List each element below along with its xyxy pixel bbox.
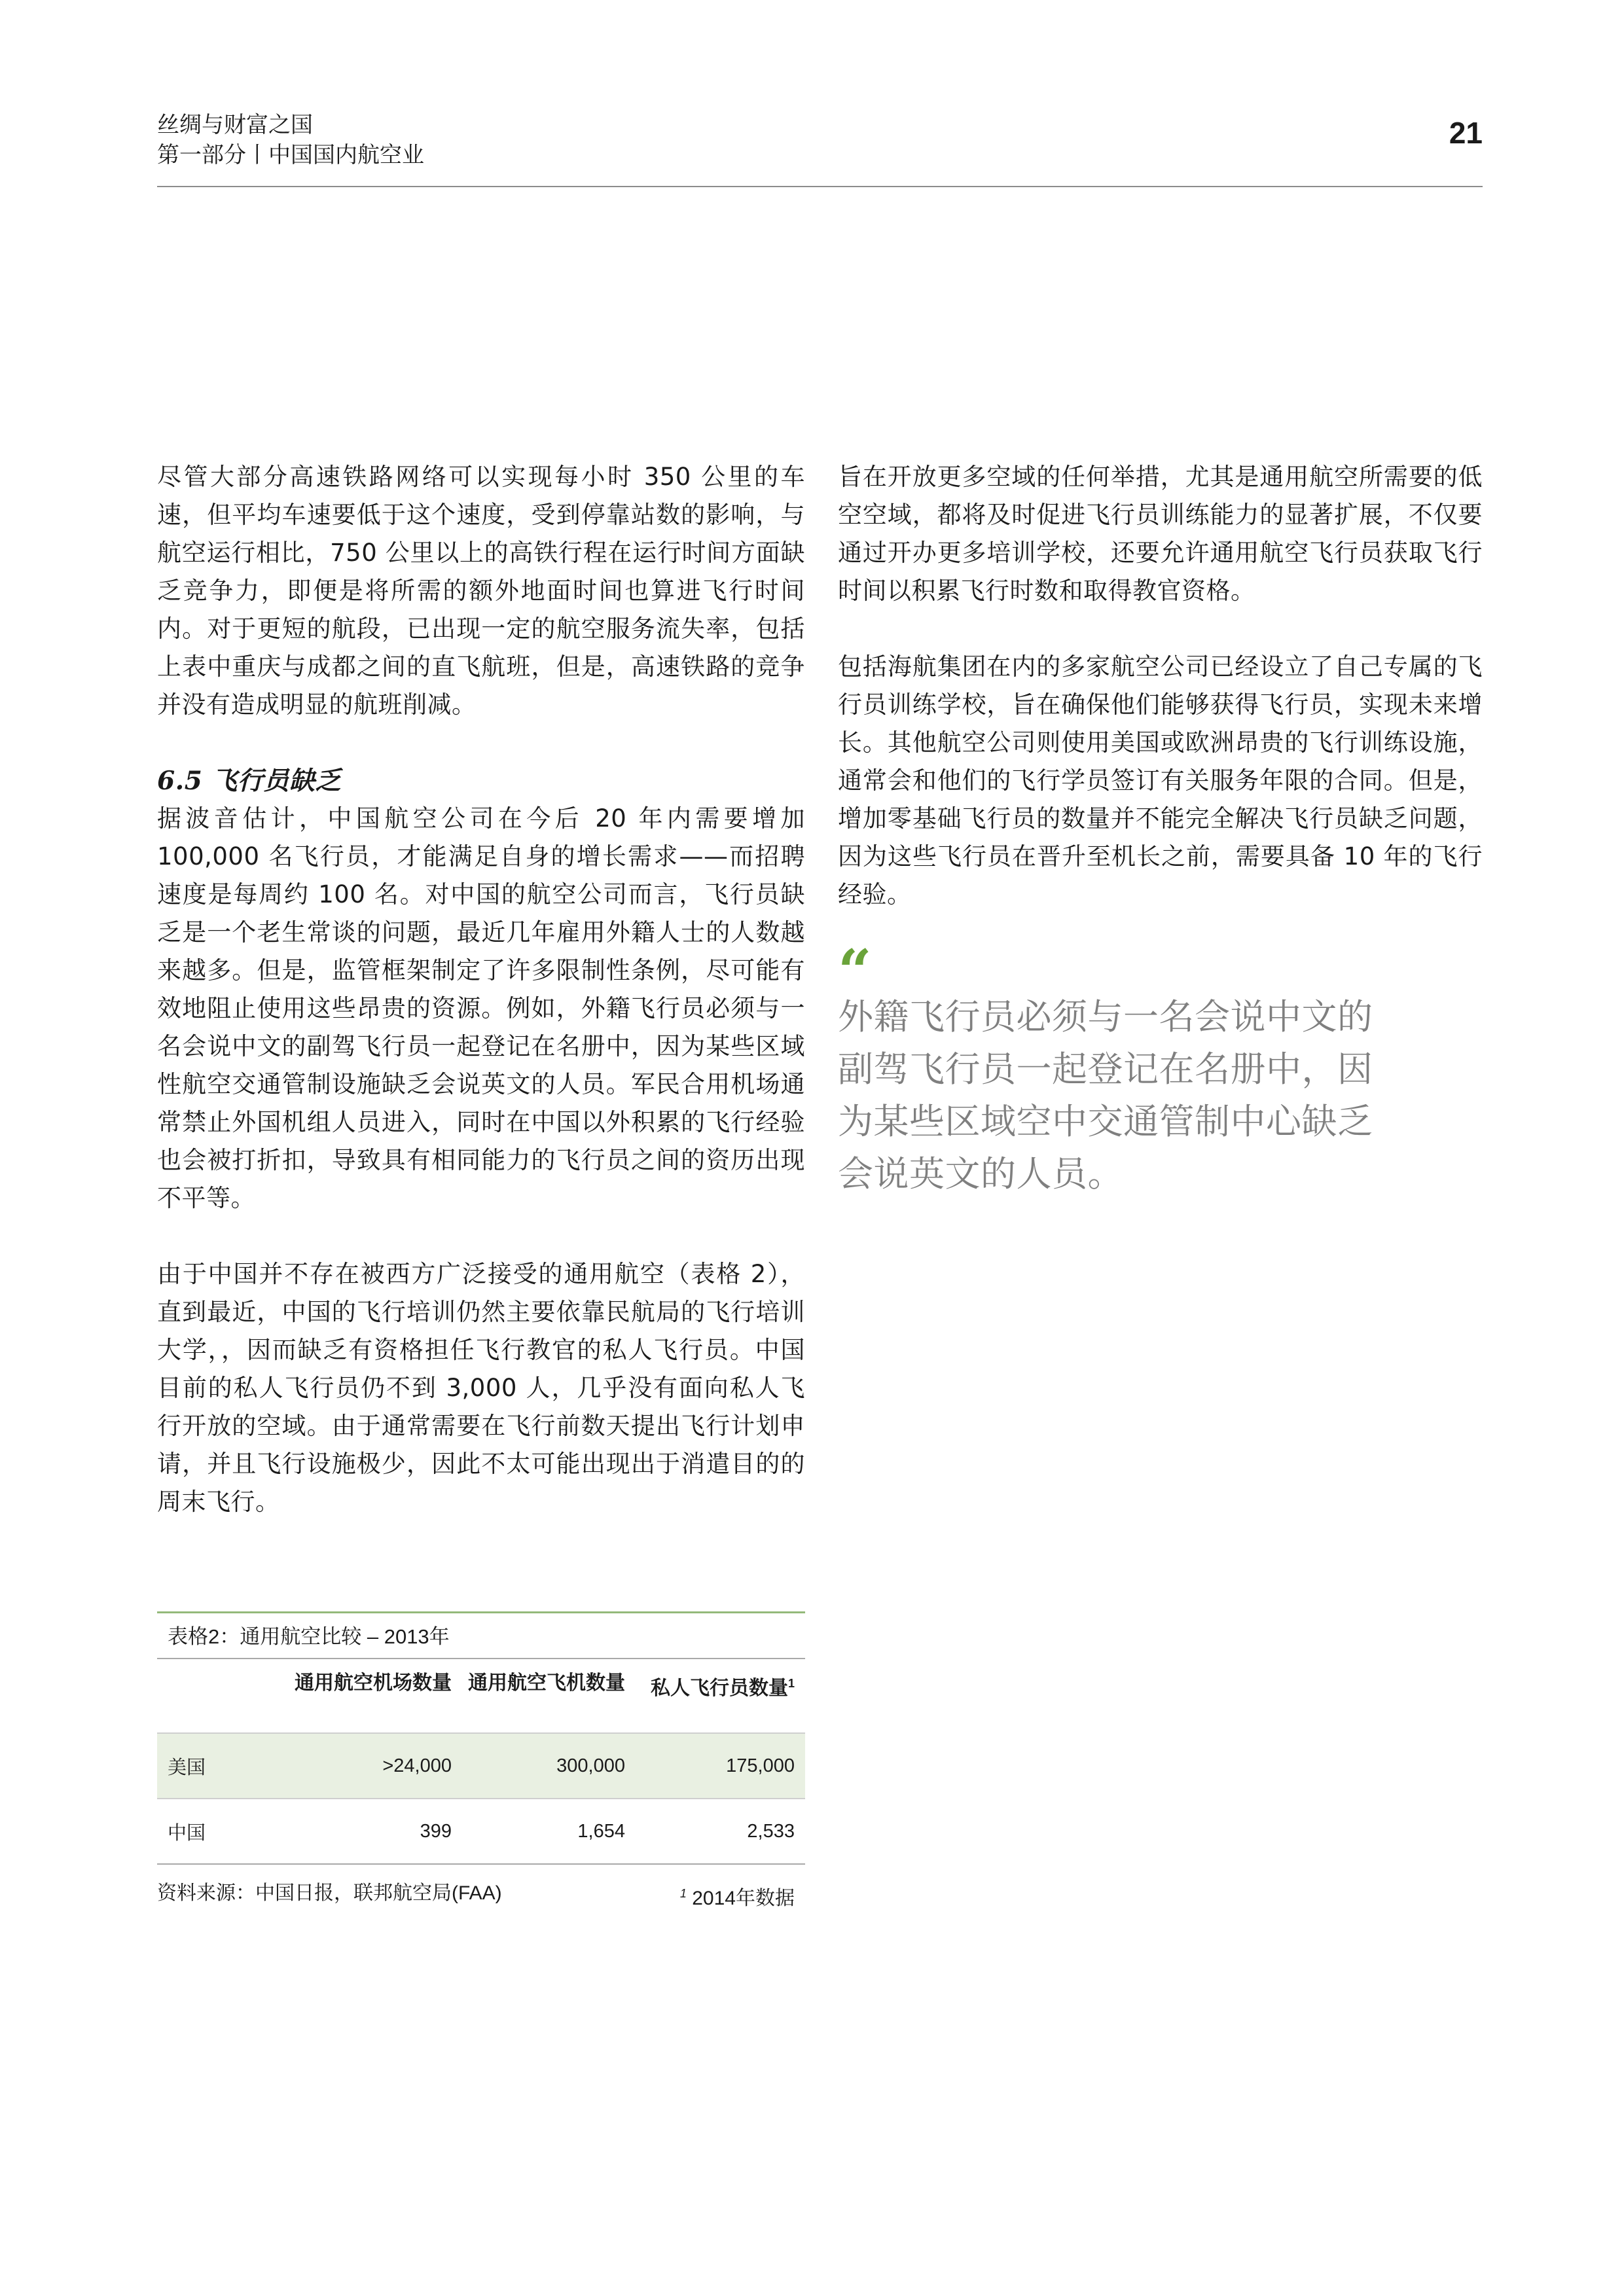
table-cell: 1,654 <box>577 1820 625 1842</box>
body-paragraph: 旨在开放更多空域的任何举措，尤其是通用航空所需要的低空空域，都将及时促进飞行员训练能力的显著扩展，不仅要通过开办更多培训学校，还要允许通用航空飞行员获取飞行时间以积累飞行时数和取得教官资格。 <box>838 463 1483 605</box>
footnote-marker: 1 <box>787 1677 795 1690</box>
table-row <box>157 1734 805 1798</box>
header-divider <box>157 186 1483 187</box>
table-cell: >24,000 <box>382 1755 452 1776</box>
right-column <box>838 458 1483 1200</box>
page-number: 21 <box>1449 116 1483 150</box>
table-header-cell <box>157 1671 281 1732</box>
row-label: 美国 <box>168 1757 206 1778</box>
table-row <box>157 1799 805 1863</box>
row-label: 中国 <box>168 1822 206 1844</box>
comparison-table <box>157 1611 805 1912</box>
quote-mark-icon: “ <box>838 937 873 1006</box>
left-column <box>157 458 805 1559</box>
pull-quote: 外籍飞行员必须与一名会说中文的副驾飞行员一起登记在名册中，因为某些区域空中交通管制中心缺乏会说英文的人员。 <box>838 996 1373 1194</box>
header-label: 私人飞行员数量 <box>650 1677 788 1699</box>
table-footnote <box>680 1880 795 1912</box>
table-header-cell: 通用航空飞机数量 <box>468 1672 625 1694</box>
table-footer <box>157 1865 805 1912</box>
footnote-marker: 1 <box>679 1887 687 1900</box>
table-source: 资料来源：中国日报，联邦航空局(FAA) <box>157 1882 502 1904</box>
document-title: 丝绸与财富之国 <box>157 113 313 137</box>
page-header <box>157 110 1483 170</box>
table-cell: 300,000 <box>556 1755 625 1776</box>
body-paragraph: 据波音估计，中国航空公司在今后 20 年内需要增加 100,000 名飞行员，才能满足自身的增长需求——而招聘速度是每周约 100 名。对中国的航空公司而言，飞行员缺乏是一个老生常谈的问题，最近几年雇用外籍人士的人数越来越多。但是，监管框架制定了许多限制性条例，尽可能有效地阻止使用这些昂贵的资源。例如，外籍飞行员必须与一名会说中文的副驾飞行员一起登记在名册中，因为某些区域性航空交通管制设施缺乏会说英文的人员。军民合用机场通常禁止外国机组人员进入，同时在中国以外积累的飞行经验也会被打折扣，导致具有相同能力的飞行员之间的资历出现不平等。 <box>157 804 805 1212</box>
section-heading: 6.5 飞行员缺乏 <box>157 766 341 796</box>
table-cell: 175,000 <box>726 1755 795 1776</box>
body-paragraph: 由于中国并不存在被西方广泛接受的通用航空（表格 2），直到最近，中国的飞行培训仍然主要依靠民航局的飞行培训大学，，因而缺乏有资格担任飞行教官的私人飞行员。中国目前的私人飞行员仍不到 3,000 人，几乎没有面向私人飞行开放的空域。由于通常需要在飞行前数天提出飞行计划申请，并且飞行设施极少，因此不太可能出现出于消遣目的的周末飞行。 <box>157 1260 805 1516</box>
table-header-cell <box>625 1671 805 1732</box>
body-paragraph: 尽管大部分高速铁路网络可以实现每小时 350 公里的车速，但平均车速要低于这个速度，受到停靠站数的影响，与航空运行相比，750 公里以上的高铁行程在运行时间方面缺乏竞争力，即便是将所需的额外地面时间也算进飞行时间内。对于更短的航段，已出现一定的航空服务流失率，包括上表中重庆与成都之间的直飞航班，但是，高速铁路的竞争并没有造成明显的航班削减。 <box>157 463 805 719</box>
table-header-cell: 通用航空机场数量 <box>295 1672 452 1694</box>
section-title: 第一部分丨中国国内航空业 <box>157 143 424 168</box>
table-title: 表格2：通用航空比较 – 2013年 <box>168 1625 450 1648</box>
footnote-text: 2014年数据 <box>692 1888 795 1909</box>
table-cell: 2,533 <box>747 1820 795 1842</box>
table-header-row <box>157 1659 805 1732</box>
table-cell: 399 <box>420 1820 452 1842</box>
body-paragraph: 包括海航集团在内的多家航空公司已经设立了自己专属的飞行员训练学校，旨在确保他们能够获得飞行员，实现未来增长。其他航空公司则使用美国或欧洲昂贵的飞行训练设施，通常会和他们的飞行学员签订有关服务年限的合同。但是，增加零基础飞行员的数量并不能完全解决飞行员缺乏问题，因为这些飞行员在晋升至机长之前，需要具备 10 年的飞行经验。 <box>838 653 1483 908</box>
